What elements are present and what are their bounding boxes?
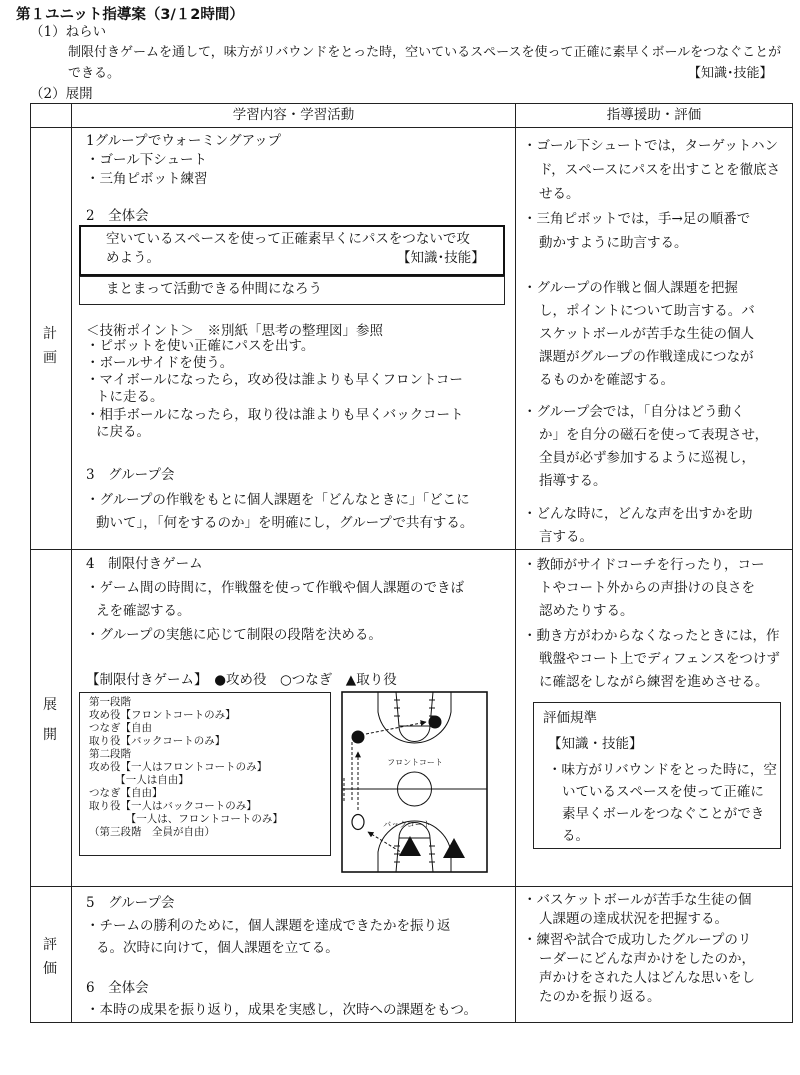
develop-activity-2: ・ゲーム間の時間に，作戦盤を使って作戦や個人課題のできば [86, 580, 464, 596]
evaluate-activity-4: ・本時の成果を振り返り，成果を実感し，次時への課題をもつ。 [86, 1002, 477, 1018]
column-header-support: 指導援助・評価 [606, 107, 702, 123]
develop-support-2c: に確認をしながら練習を進めさせる。 [539, 674, 769, 690]
aim-line1: 制限付きゲームを通して，味方がリバウンドをとった時，空いているスペースを使って正確に素早くボールをつなぐことが [68, 45, 782, 60]
plan-support-3d: 課題がグループの作戦達成につなが [539, 349, 754, 365]
develop-support-2: ・動き方がわからなくなったときには，作 [523, 628, 780, 644]
evaluation-criteria-1d: る。 [562, 828, 589, 844]
develop-activity-1: 4 制限付きゲーム [86, 556, 203, 572]
develop-activity-2b: えを確認する。 [96, 603, 191, 619]
plan-support-3e: るものかを確認する。 [539, 372, 674, 388]
stage-rule: 【一人は自由】 [89, 774, 189, 786]
court-diagram [340, 690, 490, 874]
develop-activity-3: ・グループの実態に応じて制限の段階を決める。 [86, 627, 382, 643]
defender-marker [443, 838, 465, 858]
stage-rule: 取り役【一人はバックコートのみ】 [89, 800, 257, 812]
phase-label-develop: 展 開 [43, 697, 57, 743]
plan-support-3c: スケットボールが苦手な生徒の個人 [539, 326, 755, 342]
develop-support-1: ・教師がサイドコーチを行ったり，コー [523, 557, 765, 573]
plan-support-3b: し，ポイントについて助言する。バ [539, 303, 755, 319]
plan-activity-2: ・ゴール下シュート [86, 152, 207, 168]
plan-group-1b: 動いて」，「何をするのか」を明確にし，グループで共有する。 [96, 515, 474, 531]
evaluate-support-2d: たのかを振り返る。 [539, 989, 661, 1005]
evaluate-activity-3: 6 全体会 [86, 980, 149, 996]
plan-support-5: ・どんな時に，どんな声を出すかを助 [523, 506, 753, 522]
evaluate-support-1: ・バスケットボールが苦手な生徒の個 [523, 892, 752, 908]
game-legend: 【制限付きゲーム】 ●攻め役 ○つなぎ ▲取り役 [86, 672, 397, 688]
evaluate-support-2b: ーダーにどんな声かけをしたのか， [539, 951, 755, 967]
team-goal: まとまって活動できる仲間になろう [106, 281, 322, 297]
stage-rule: （第三段階 全員が自由） [89, 826, 215, 838]
evaluate-activity-1: 5 グループ会 [86, 895, 175, 911]
tech-point-4b: に戻る。 [96, 424, 150, 440]
aim-line2: できる。 [68, 66, 121, 81]
evaluation-criteria-heading: 評価規準 [543, 710, 597, 726]
connector-marker [352, 815, 364, 830]
develop-support-2b: 戦盤やコート上でディフェンスをつけず [539, 651, 780, 667]
evaluate-activity-2: ・チームの勝利のために，個人課題を達成できたかを振り返 [86, 918, 451, 934]
page-title: 第１ユニット指導案（3/１2時間） [16, 7, 244, 23]
plan-group-1: ・グループの作戦をもとに個人課題を「どんなときに」「どこに [86, 492, 470, 508]
plan-support-4d: 指導する。 [539, 473, 607, 489]
stage-rule: 第二段階 [89, 748, 131, 760]
stage-rule: 攻め役【フロントコートのみ】 [89, 709, 236, 721]
stage-rule: 攻め役【一人はフロントコートのみ】 [89, 761, 268, 773]
tenkai-heading: （2）展開 [30, 86, 93, 102]
tech-point-3: ・マイボールになったら，攻め役は誰よりも早くフロントコー [86, 372, 463, 388]
plan-activity-3: ・三角ピボット練習 [86, 171, 208, 187]
plan-support-4b: か」を自分の磁石を使って表現させ， [539, 427, 769, 443]
evaluation-criteria-1b: いているスペースを使って正確に [562, 784, 764, 800]
defender-marker [399, 836, 421, 856]
plan-support-1c: せる。 [539, 186, 580, 202]
stage-rule: 第一段階 [89, 696, 131, 708]
back-court-label: バックコート [383, 820, 431, 829]
plan-support-5b: 言する。 [539, 529, 593, 545]
evaluate-support-1b: 人課題の達成状況を把握する。 [539, 911, 728, 927]
evaluation-criteria-tag: 【知識・技能】 [548, 736, 643, 752]
stage-rule: つなぎ【自由】 [89, 787, 163, 799]
phase-label-evaluate: 評 価 [43, 937, 57, 977]
lesson-goal-line2: めよう。 [106, 250, 160, 266]
aim-heading: （1）ねらい [30, 24, 107, 40]
plan-whole-meeting: 2 全体会 [86, 208, 149, 224]
attacker-marker [352, 731, 365, 744]
front-court-label: フロントコート [387, 758, 443, 767]
evaluation-criteria-1c: 素早くボールをつなぐことができ [562, 806, 765, 822]
stage-rule: 取り役【バックコートのみ】 [89, 735, 226, 747]
lesson-goal-tag: 【知識･技能】 [397, 250, 485, 266]
develop-support-1c: 認めたりする。 [539, 603, 634, 619]
evaluate-activity-2b: る。次時に向けて，個人課題を立てる。 [96, 940, 339, 956]
tech-points-heading: ＜技術ポイント＞ ※別紙「思考の整理図」参照 [86, 323, 383, 339]
aim-tag: 【知識･技能】 [688, 66, 773, 81]
column-header-activity: 学習内容・学習活動 [232, 107, 355, 123]
plan-support-2b: 動かすように助言する。 [539, 235, 688, 251]
plan-group-meeting: 3 グループ会 [86, 467, 175, 483]
tech-point-3b: トに走る。 [96, 389, 164, 405]
evaluate-support-2: ・練習や試合で成功したグループのリ [523, 932, 752, 948]
evaluation-criteria-1: ・味方がリバウンドをとった時に，空 [548, 762, 777, 778]
evaluate-support-2c: 声かけをされた人はどんな思いをし [539, 970, 755, 986]
develop-support-1b: トやコート外からの声掛けの良さを [539, 580, 755, 596]
plan-support-1b: ド，スペースにパスを出すことを徹底さ [539, 162, 781, 178]
lesson-goal-line1: 空いているスペースを使って正確素早くにパスをつないで攻 [106, 231, 470, 247]
plan-support-3: ・グループの作戦と個人課題を把握 [523, 280, 738, 296]
stage-rule: 【一人は、フロントコートのみ】 [89, 813, 283, 825]
plan-support-4c: 全員が必ず参加するように巡視し， [539, 450, 755, 466]
plan-support-2: ・三角ピボットでは，手→足の順番で [523, 211, 751, 227]
plan-support-1: ・ゴール下シュートでは，ターゲットハン [523, 138, 779, 154]
tech-point-2: ・ボールサイドを使う。 [86, 355, 234, 371]
tech-point-1: ・ピボットを使い正確にパスを出す。 [86, 338, 315, 354]
plan-support-4: ・グループ会では，「自分はどう動く [523, 404, 745, 420]
stage-rule: つなぎ【自由 [89, 722, 152, 734]
plan-activity-1: 1グループでウォーミングアップ [86, 133, 282, 149]
tech-point-4: ・相手ボールになったら，取り役は誰よりも早くバックコート [86, 407, 464, 423]
attacker-marker [429, 716, 442, 729]
phase-label-plan: 計 画 [43, 326, 57, 366]
